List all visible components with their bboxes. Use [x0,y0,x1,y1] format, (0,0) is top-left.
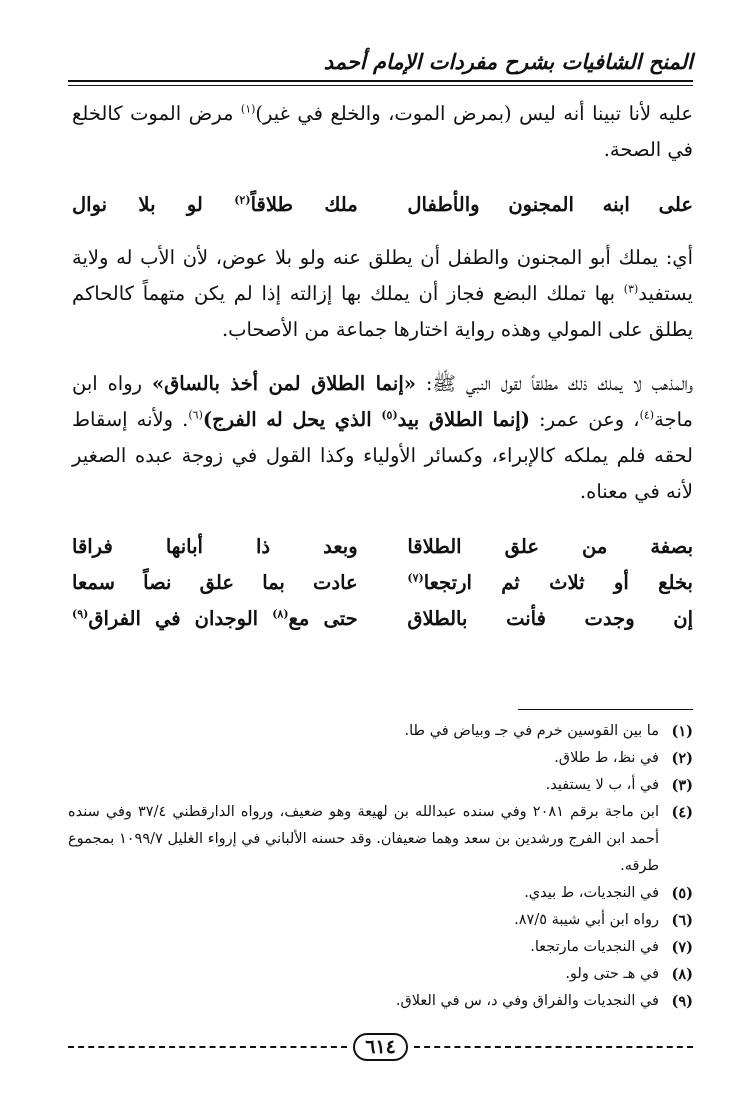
footnote: (٣) في أ، ب لا يستفيد. [545,777,693,794]
paragraph-2: أي: يملك أبو المجنون والطفل أن يطلق عنه ولو بلا عوض، لأن الأب له ولاية يستفيد$^{(٣)}$ بها تملك البضع فجاز أن يملك بها إزالته إذا لم يكن متهماً كالحاكم يطلق على المولي وهذه رواية اختارها جماعة من الأصحاب. [72,246,693,341]
verse-right-hemistich: على ابنه المجنون والأطفال [407,192,693,216]
footnote: (٨) في هـ حتى ولو. [565,966,693,983]
page-footer [68,1032,693,1062]
footnote: (٢) في نظ، ط طلاق. [554,750,693,767]
verse-right-hemistich: إن وجدت فأنت بالطلاق [407,606,693,630]
footnote: (٦) رواه ابن أبي شيبة ٨٧/٥. [514,912,693,929]
verse-left-hemistich: وبعد ذا أبانها فراقا [72,534,358,558]
paragraph-3: والمذهب لا يملك ذلك مطلقاً لقول النبي ﷺ: «إنما الطلاق لمن أخذ بالساق» رواه ابن ماجة$^{(٤)}$، وعن عمر: (إنما الطلاق بيد$^{(٥)}$ الذي يحل له الفرج)$^{(٦)}$. ولأنه إسقاط لحقه فلم يملكه كالإبراء، وكسائر الأولياء وكذا القول في زوجة عبده الصغير لأنه في معناه. [72,372,693,503]
verse-line [72,564,693,600]
header-rule-thin [68,85,693,86]
verse-line [72,600,693,636]
verse-left-hemistich: ملك طلاقاً$^{(٢)}$ لو بلا نوال [72,192,358,216]
footnote-separator [518,709,693,710]
footnotes [68,718,693,1015]
main-text [72,96,693,636]
page-number: ٦١٤ [353,1033,408,1061]
verse-right-hemistich: بصفة من علق الطلاقا [407,534,693,558]
athar-quote: (إنما الطلاق بيد$^{(٥)}$ الذي يحل له الفرج) [202,408,530,431]
paragraph-1: عليه لأنا تبينا أنه ليس (بمرض الموت، والخلع في غير)$^{(١)}$ مرض الموت كالخلع في الصحة. [72,102,693,161]
footnote: (٤) ابن ماجة برقم ٢٠٨١ وفي سنده عبدالله بن لهيعة وهو ضعيف، ورواه الدارقطني ٣٧/٤ وفي سنده أحمد ابن الفرج ورشدين بن سعد وهما ضعيفان. وقد حسنه الألباني في إرواء الغليل ١٠٩٩/٧ بمجموع طرقه. [68,804,693,874]
footer-dash-right [414,1046,693,1048]
verse-left-hemistich: عادت بما علق نصاً سمعا [72,570,358,594]
verse-left-hemistich: حتى مع$^{(٨)}$ الوجدان في الفراق$^{(٩)}$ [72,606,358,630]
verse-line [72,528,693,564]
running-header: المنح الشافيات بشرح مفردات الإمام أحمد [323,49,693,74]
footnote: (٩) في النجديات والفراق وفي د، س في العلاق. [395,993,693,1010]
verse-block [72,528,693,636]
footnote: (٥) في النجديات، ط بيدي. [524,885,693,902]
footer-dash-left [68,1046,347,1048]
hadith-quote: «إنما الطلاق لمن أخذ بالساق» [151,372,416,395]
verse-right-hemistich: بخلع أو ثلاث ثم ارتجعا$^{(٧)}$ [407,570,693,594]
footnote: (٧) في النجديات مارتجعا. [530,939,693,956]
header-rule [68,80,693,82]
verse-line [72,186,693,222]
footnote: (١) ما بين القوسين خرم في جـ وبياض في طا. [404,723,693,740]
